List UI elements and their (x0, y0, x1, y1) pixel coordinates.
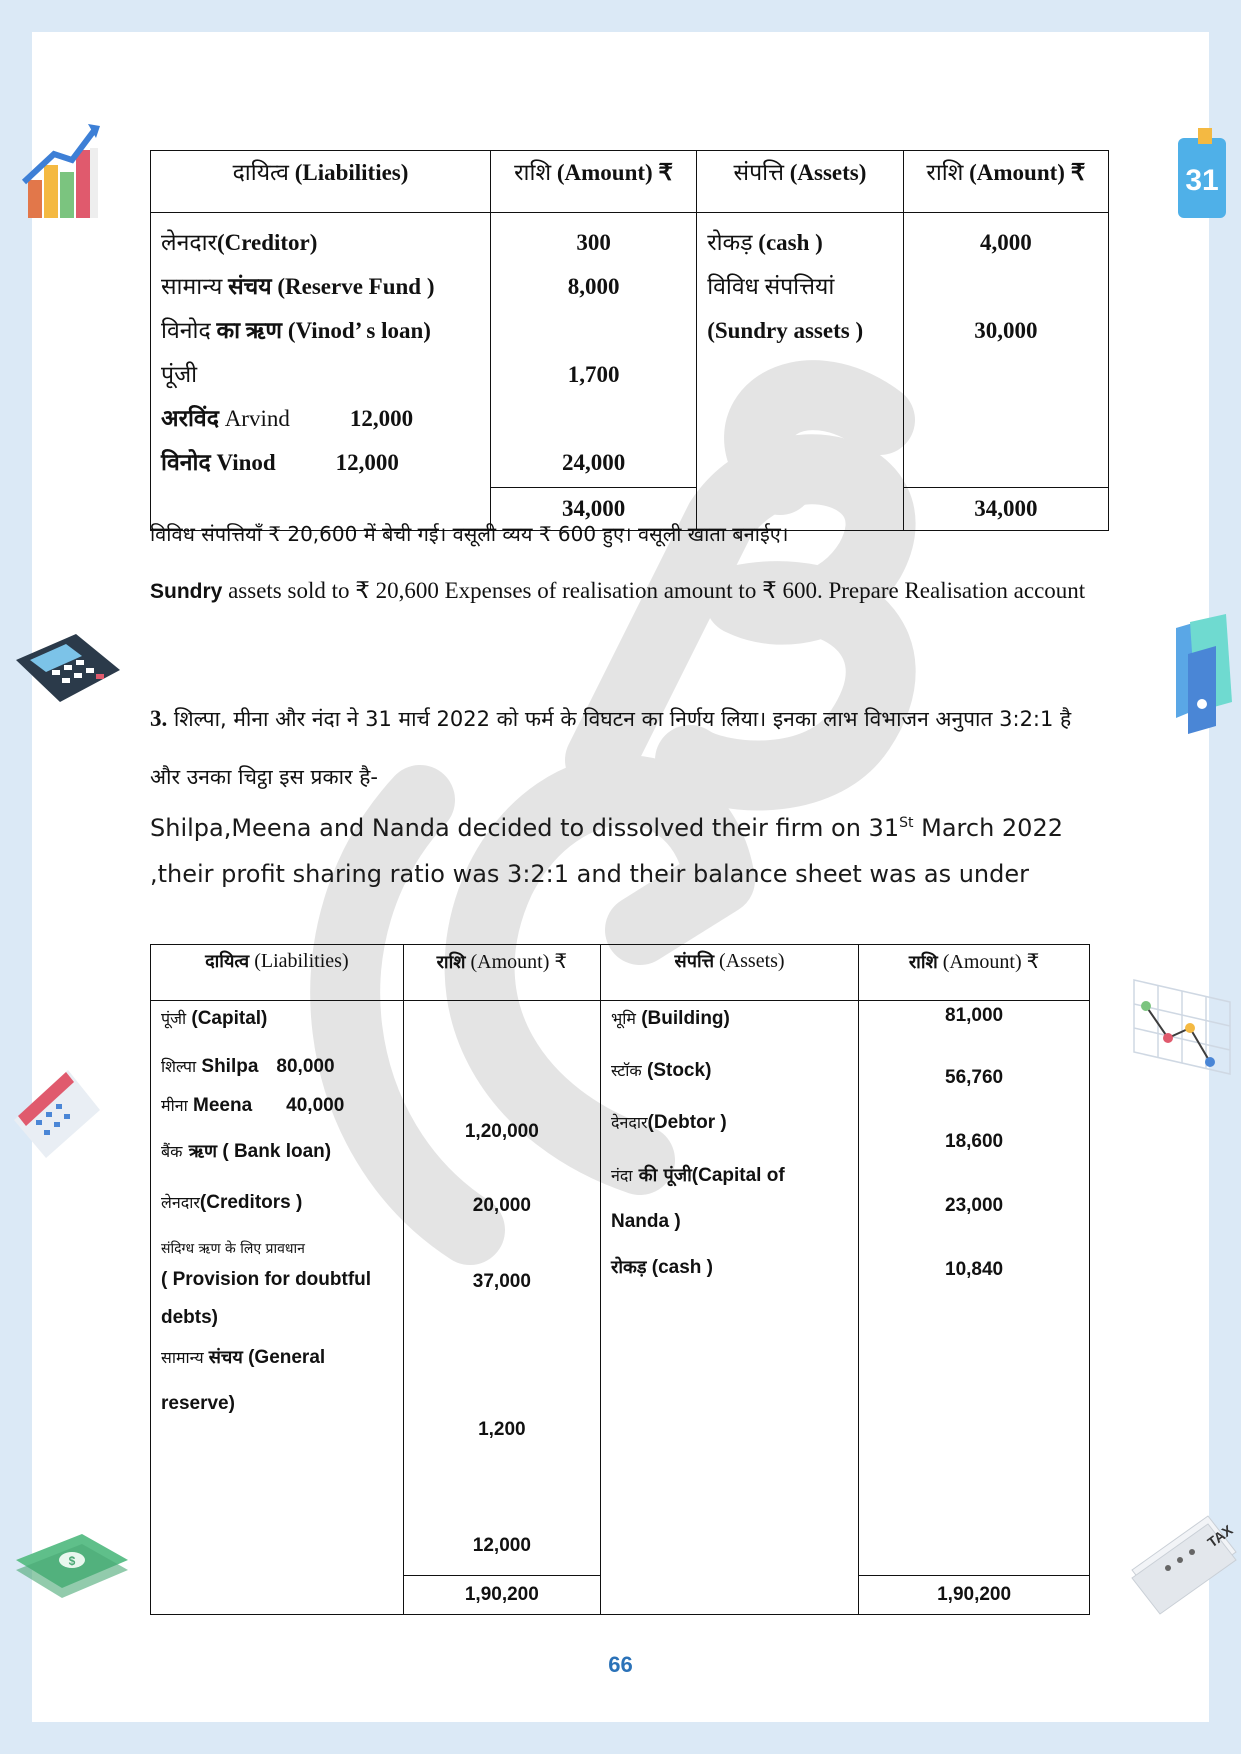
total-assets: 34,000 (903, 488, 1108, 531)
amount-creditors: 37,000 (472, 1271, 531, 1292)
liability-capital-vinod: विनोद Vinod 12,000 (161, 450, 399, 475)
liability-provision-hindi: संदिग्ध ऋण के लिए प्रावधान (161, 1241, 305, 1257)
total-liabilities: 1,90,200 (403, 1576, 600, 1615)
asset-nanda-capital: नंदा की पूंजी(Capital of (610, 1165, 785, 1186)
question-3-english: Shilpa,Meena and Nanda decided to dissolved their firm on 31St March 2022 ,their profit sharing ratio was 3:2:1 and their balance sheet was as under (150, 814, 1063, 888)
question-text-hindi: विविध संपत्तियाँ ₹ 20,600 में बेची गई। वसूली व्यय ₹ 600 हुए। वसूली खाता बनाईए। (150, 522, 789, 546)
calculator-icon (12, 630, 122, 710)
liability-vinod-loan: विनोद का ऋण (Vinod’ s loan) (161, 318, 431, 343)
liability-creditor: लेनदार(Creditor) (161, 230, 318, 255)
bar-chart-icon (14, 120, 104, 220)
liabilities-amount-column (403, 1001, 600, 1576)
liability-capital-heading: पूंजी (161, 362, 198, 387)
capital-shilpa: शिल्पा Shilpa 80,000 (161, 1056, 335, 1077)
liability-general-reserve-2: reserve) (161, 1393, 235, 1414)
header-liabilities: दायित्व (Liabilities) (151, 151, 491, 213)
header-amount: राशि (Amount) ₹ (403, 945, 600, 1001)
amount-stock: 56,760 (945, 1067, 1004, 1088)
asset-sundry: (Sundry assets ) (707, 318, 864, 343)
amount-vinod-loan: 1,700 (567, 362, 620, 387)
assets-amount-column (903, 213, 1108, 488)
amount-creditor: 300 (576, 230, 611, 255)
balance-sheet-table-1 (150, 150, 1109, 531)
asset-stock: स्टॉक (Stock) (610, 1060, 712, 1081)
amount-capital: 24,000 (561, 450, 626, 475)
asset-debtor: देनदार(Debtor ) (610, 1112, 727, 1133)
asset-nanda-capital-2: Nanda ) (610, 1211, 681, 1232)
balance-sheet-table-2 (150, 944, 1090, 1615)
asset-cash: रोकड़ (cash ) (707, 230, 823, 255)
liability-capital: पूंजी (Capital) (161, 1008, 268, 1029)
liability-provision-en-2: debts) (161, 1307, 218, 1328)
liability-capital-arvind: अरविंद Arvind 12,000 (161, 406, 414, 431)
amount-bank-loan: 20,000 (472, 1195, 531, 1216)
calendar-31-icon (1172, 124, 1232, 220)
header-amount: राशि (Amount) ₹ (903, 151, 1108, 213)
amount-sundry-assets: 30,000 (974, 318, 1038, 343)
amount-general-reserve: 12,000 (472, 1535, 531, 1556)
desk-calendar-icon (8, 1060, 104, 1160)
amount-nanda-capital: 23,000 (945, 1195, 1004, 1216)
total-liabilities: 34,000 (491, 488, 697, 531)
capital-meena: मीना Meena 40,000 (161, 1095, 345, 1116)
amount-blank (491, 397, 696, 441)
assets-column (697, 213, 904, 531)
cash-icon (12, 1530, 132, 1600)
asset-building: भूमि (Building) (610, 1008, 730, 1029)
question-3-hindi: 3. शिल्पा, मीना और नंदा ने 31 मार्च 2022 को फर्म के विघटन का निर्णय लिया। इनका लाभ विभाजन अनुपात 3:2:1 है और उनका चिट्ठा इस प्रकार है- (150, 706, 1072, 789)
liabilities-amount-column (491, 213, 697, 488)
tax-document-icon (1128, 1500, 1238, 1624)
line-graph-icon (1130, 976, 1236, 1076)
liability-general-reserve: सामान्य संचय (General (161, 1347, 326, 1368)
svg-text:TAX: TAX (1204, 1521, 1236, 1551)
amount-provision: 1,200 (478, 1419, 526, 1440)
liabilities-column (151, 213, 491, 531)
amount-reserve-fund: 8,000 (567, 274, 620, 299)
question-text-english: Sundry assets sold to ₹ 20,600 Expenses of realisation amount to ₹ 600. Prepare Realisation account (150, 578, 1086, 603)
svg-text:$: $ (68, 1554, 76, 1568)
amount-cash: 4,000 (980, 230, 1032, 255)
header-amount: राशि (Amount) ₹ (491, 151, 697, 213)
binders-icon (1170, 614, 1236, 736)
amount-cash: 10,840 (945, 1259, 1004, 1280)
svg-text:31: 31 (1185, 164, 1219, 197)
asset-sundry-hi: विविध संपत्तियां (707, 274, 835, 299)
header-assets: संपत्ति (Assets) (697, 151, 904, 213)
header-assets: संपत्ति (Assets) (600, 945, 858, 1001)
page-number: 66 (608, 1652, 633, 1677)
liabilities-column (151, 1001, 404, 1615)
liability-bank-loan: बैंक ऋण ( Bank loan) (161, 1141, 332, 1162)
assets-amount-column (859, 1001, 1090, 1576)
liability-reserve-fund: सामान्य संचय (Reserve Fund ) (161, 274, 435, 299)
asset-cash: रोकड़ (cash ) (610, 1257, 713, 1278)
total-assets: 1,90,200 (859, 1576, 1090, 1615)
assets-column (600, 1001, 858, 1615)
header-amount: राशि (Amount) ₹ (859, 945, 1090, 1001)
liability-provision-en: ( Provision for doubtful (161, 1269, 372, 1290)
header-liabilities: दायित्व (Liabilities) (151, 945, 404, 1001)
amount-blank (491, 309, 696, 353)
liability-creditors: लेनदार(Creditors ) (161, 1192, 303, 1213)
amount-building: 81,000 (945, 1005, 1004, 1026)
amount-capital: 1,20,000 (464, 1121, 539, 1142)
amount-debtor: 18,600 (945, 1131, 1004, 1152)
amount-blank (904, 265, 1108, 309)
